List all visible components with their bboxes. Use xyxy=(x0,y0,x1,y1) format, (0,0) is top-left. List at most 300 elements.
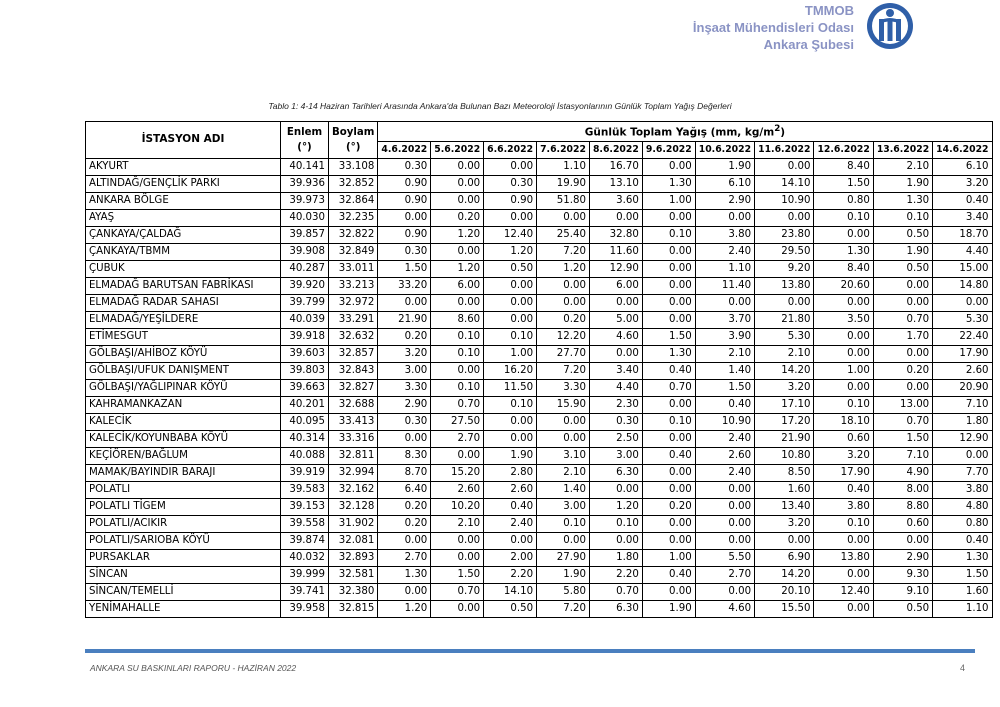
table-row xyxy=(86,277,993,294)
rainfall-cell: 16.70 xyxy=(589,158,642,175)
table-row xyxy=(86,345,993,362)
rainfall-cell: 14.20 xyxy=(755,362,814,379)
longitude-cell: 32.162 xyxy=(329,481,378,498)
rainfall-cell: 17.20 xyxy=(755,413,814,430)
rainfall-cell: 51.80 xyxy=(537,192,590,209)
rainfall-cell: 0.00 xyxy=(814,566,873,583)
rainfall-cell: 0.50 xyxy=(873,600,932,617)
longitude-label: Boylam xyxy=(332,126,375,138)
longitude-cell: 32.864 xyxy=(329,192,378,209)
rainfall-cell: 1.00 xyxy=(814,362,873,379)
rainfall-cell: 12.90 xyxy=(933,430,992,447)
table-row xyxy=(86,396,993,413)
station-name-cell: SİNCAN xyxy=(86,566,281,583)
table-row xyxy=(86,566,993,583)
rainfall-cell: 1.80 xyxy=(589,549,642,566)
rainfall-cell: 14.80 xyxy=(933,277,992,294)
rainfall-cell: 15.00 xyxy=(933,260,992,277)
rainfall-cell: 1.90 xyxy=(642,600,695,617)
rainfall-cell: 0.00 xyxy=(378,294,431,311)
station-name-cell: MAMAK/BAYINDIR BARAJI xyxy=(86,464,281,481)
rainfall-cell: 3.80 xyxy=(695,226,754,243)
table-row xyxy=(86,311,993,328)
latitude-cell: 39.663 xyxy=(281,379,329,396)
rainfall-cell: 2.90 xyxy=(873,549,932,566)
longitude-cell: 32.893 xyxy=(329,549,378,566)
rainfall-cell: 0.10 xyxy=(814,515,873,532)
table-row xyxy=(86,549,993,566)
rainfall-cell: 3.30 xyxy=(537,379,590,396)
rainfall-cell: 0.50 xyxy=(873,260,932,277)
latitude-cell: 39.803 xyxy=(281,362,329,379)
rainfall-cell: 22.40 xyxy=(933,328,992,345)
rainfall-cell: 2.60 xyxy=(431,481,484,498)
rainfall-cell: 3.90 xyxy=(695,328,754,345)
rainfall-cell: 13.80 xyxy=(814,549,873,566)
rainfall-cell: 0.00 xyxy=(378,583,431,600)
table-body xyxy=(86,158,993,617)
rainfall-cell: 0.00 xyxy=(589,345,642,362)
rainfall-cell: 0.00 xyxy=(755,294,814,311)
latitude-cell: 40.287 xyxy=(281,260,329,277)
rainfall-header-superscript: 2 xyxy=(774,124,781,134)
rainfall-cell: 0.00 xyxy=(431,362,484,379)
station-name-cell: GÖLBAŞI/AHİBOZ KÖYÜ xyxy=(86,345,281,362)
table-row xyxy=(86,294,993,311)
rainfall-cell: 8.30 xyxy=(378,447,431,464)
rainfall-cell: 0.40 xyxy=(642,362,695,379)
latitude-cell: 39.920 xyxy=(281,277,329,294)
date-column-header: 12.6.2022 xyxy=(814,141,873,158)
station-name-cell: YENİMAHALLE xyxy=(86,600,281,617)
rainfall-cell: 0.00 xyxy=(642,532,695,549)
station-name-cell: AKYURT xyxy=(86,158,281,175)
rainfall-cell: 0.50 xyxy=(484,260,537,277)
rainfall-cell: 0.20 xyxy=(642,498,695,515)
rainfall-cell: 0.00 xyxy=(431,243,484,260)
rainfall-cell: 5.30 xyxy=(933,311,992,328)
latitude-cell: 39.918 xyxy=(281,328,329,345)
rainfall-cell: 1.90 xyxy=(484,447,537,464)
rainfall-cell: 2.30 xyxy=(589,396,642,413)
rainfall-cell: 0.00 xyxy=(484,209,537,226)
latitude-cell: 40.088 xyxy=(281,447,329,464)
rainfall-cell: 0.90 xyxy=(484,192,537,209)
station-name-cell: KEÇİÖREN/BAĞLUM xyxy=(86,447,281,464)
rainfall-cell: 0.00 xyxy=(642,583,695,600)
table-row xyxy=(86,481,993,498)
rainfall-cell: 0.00 xyxy=(814,345,873,362)
latitude-cell: 39.583 xyxy=(281,481,329,498)
rainfall-cell: 0.00 xyxy=(484,430,537,447)
rainfall-cell: 6.30 xyxy=(589,464,642,481)
rainfall-table xyxy=(85,121,993,618)
rainfall-cell: 1.90 xyxy=(695,158,754,175)
table-row xyxy=(86,600,993,617)
rainfall-cell: 0.00 xyxy=(755,209,814,226)
rainfall-cell: 17.90 xyxy=(814,464,873,481)
rainfall-cell: 0.00 xyxy=(431,549,484,566)
rainfall-cell: 0.00 xyxy=(484,277,537,294)
rainfall-cell: 0.00 xyxy=(484,158,537,175)
rainfall-cell: 6.30 xyxy=(589,600,642,617)
rainfall-cell: 0.40 xyxy=(933,192,992,209)
station-name-cell: POLATLI/ACIKIR xyxy=(86,515,281,532)
rainfall-cell: 0.00 xyxy=(814,532,873,549)
footer-rule xyxy=(85,649,975,653)
longitude-cell: 32.827 xyxy=(329,379,378,396)
rainfall-cell: 0.00 xyxy=(484,311,537,328)
rainfall-cell: 9.10 xyxy=(873,583,932,600)
rainfall-cell: 1.20 xyxy=(378,600,431,617)
rainfall-cell: 13.40 xyxy=(755,498,814,515)
station-name-cell: ELMADAĞ RADAR SAHASI xyxy=(86,294,281,311)
station-name-cell: ETİMESGUT xyxy=(86,328,281,345)
table-row xyxy=(86,464,993,481)
date-column-header: 13.6.2022 xyxy=(873,141,932,158)
date-column-header: 7.6.2022 xyxy=(537,141,590,158)
rainfall-cell: 9.30 xyxy=(873,566,932,583)
rainfall-cell: 0.30 xyxy=(378,413,431,430)
rainfall-cell: 14.10 xyxy=(755,175,814,192)
date-column-header: 4.6.2022 xyxy=(378,141,431,158)
station-name-cell: ELMADAĞ/YEŞİLDERE xyxy=(86,311,281,328)
rainfall-cell: 27.50 xyxy=(431,413,484,430)
date-column-header: 6.6.2022 xyxy=(484,141,537,158)
station-name-cell: POLATLI xyxy=(86,481,281,498)
rainfall-cell: 13.10 xyxy=(589,175,642,192)
rainfall-cell: 27.70 xyxy=(537,345,590,362)
rainfall-cell: 3.50 xyxy=(814,311,873,328)
table-row xyxy=(86,413,993,430)
latitude-cell: 39.936 xyxy=(281,175,329,192)
rainfall-cell: 0.00 xyxy=(814,294,873,311)
rainfall-cell: 0.20 xyxy=(378,515,431,532)
rainfall-cell: 1.10 xyxy=(537,158,590,175)
rainfall-cell: 0.00 xyxy=(695,209,754,226)
rainfall-header-close: ) xyxy=(780,126,786,139)
rainfall-cell: 0.00 xyxy=(755,532,814,549)
rainfall-cell: 0.00 xyxy=(755,158,814,175)
rainfall-cell: 2.60 xyxy=(933,362,992,379)
rainfall-cell: 1.50 xyxy=(873,430,932,447)
longitude-cell: 33.011 xyxy=(329,260,378,277)
longitude-cell: 32.815 xyxy=(329,600,378,617)
station-name-cell: KALECİK xyxy=(86,413,281,430)
rainfall-cell: 2.20 xyxy=(484,566,537,583)
rainfall-cell: 1.20 xyxy=(484,243,537,260)
latitude-cell: 40.030 xyxy=(281,209,329,226)
rainfall-cell: 4.60 xyxy=(589,328,642,345)
rainfall-cell: 1.30 xyxy=(814,243,873,260)
rainfall-cell: 0.00 xyxy=(642,515,695,532)
rainfall-cell: 0.00 xyxy=(537,209,590,226)
rainfall-cell: 0.00 xyxy=(642,311,695,328)
rainfall-cell: 0.20 xyxy=(431,209,484,226)
rainfall-cell: 0.00 xyxy=(431,600,484,617)
rainfall-cell: 0.00 xyxy=(642,430,695,447)
date-column-header: 10.6.2022 xyxy=(695,141,754,158)
station-name-cell: AYAŞ xyxy=(86,209,281,226)
rainfall-cell: 8.80 xyxy=(873,498,932,515)
rainfall-cell: 2.60 xyxy=(484,481,537,498)
station-name-cell: ELMADAĞ BARUTSAN FABRİKASI xyxy=(86,277,281,294)
rainfall-cell: 2.20 xyxy=(589,566,642,583)
rainfall-cell: 11.50 xyxy=(484,379,537,396)
rainfall-cell: 3.20 xyxy=(378,345,431,362)
rainfall-cell: 0.60 xyxy=(814,430,873,447)
rainfall-cell: 2.80 xyxy=(484,464,537,481)
page-number: 4 xyxy=(960,663,966,673)
rainfall-cell: 12.90 xyxy=(589,260,642,277)
rainfall-cell: 3.20 xyxy=(933,175,992,192)
rainfall-cell: 0.00 xyxy=(484,294,537,311)
station-name-cell: ALTINDAĞ/GENÇLİK PARKI xyxy=(86,175,281,192)
latitude-cell: 39.799 xyxy=(281,294,329,311)
rainfall-cell: 0.20 xyxy=(378,328,431,345)
rainfall-cell: 0.00 xyxy=(589,532,642,549)
rainfall-cell: 11.40 xyxy=(695,277,754,294)
latitude-cell: 39.153 xyxy=(281,498,329,515)
rainfall-cell: 2.10 xyxy=(431,515,484,532)
table-row xyxy=(86,362,993,379)
rainfall-cell: 0.00 xyxy=(589,481,642,498)
table-row xyxy=(86,243,993,260)
rainfall-cell: 0.00 xyxy=(933,294,992,311)
rainfall-cell: 19.90 xyxy=(537,175,590,192)
rainfall-cell: 17.10 xyxy=(755,396,814,413)
rainfall-cell: 1.20 xyxy=(431,226,484,243)
rainfall-cell: 0.00 xyxy=(378,430,431,447)
rainfall-cell: 0.00 xyxy=(537,277,590,294)
rainfall-cell: 1.00 xyxy=(484,345,537,362)
rainfall-cell: 1.30 xyxy=(642,345,695,362)
rainfall-cell: 2.50 xyxy=(589,430,642,447)
longitude-cell: 32.581 xyxy=(329,566,378,583)
latitude-cell: 40.201 xyxy=(281,396,329,413)
rainfall-cell: 12.40 xyxy=(484,226,537,243)
rainfall-cell: 2.40 xyxy=(484,515,537,532)
rainfall-cell: 0.00 xyxy=(695,532,754,549)
rainfall-cell: 1.50 xyxy=(431,566,484,583)
rainfall-cell: 6.90 xyxy=(755,549,814,566)
latitude-cell: 39.958 xyxy=(281,600,329,617)
rainfall-cell: 3.40 xyxy=(589,362,642,379)
rainfall-cell: 7.70 xyxy=(933,464,992,481)
rainfall-cell: 6.10 xyxy=(695,175,754,192)
rainfall-cell: 8.70 xyxy=(378,464,431,481)
rainfall-cell: 0.00 xyxy=(589,294,642,311)
rainfall-cell: 0.60 xyxy=(873,515,932,532)
rainfall-cell: 9.20 xyxy=(755,260,814,277)
rainfall-cell: 2.40 xyxy=(695,243,754,260)
rainfall-cell: 4.90 xyxy=(873,464,932,481)
station-name-cell: GÖLBAŞI/UFUK DANIŞMENT xyxy=(86,362,281,379)
rainfall-cell: 2.10 xyxy=(695,345,754,362)
longitude-column-header xyxy=(329,122,378,159)
rainfall-cell: 1.50 xyxy=(695,379,754,396)
longitude-cell: 32.380 xyxy=(329,583,378,600)
org-header xyxy=(693,2,854,53)
rainfall-cell: 6.00 xyxy=(589,277,642,294)
rainfall-cell: 0.00 xyxy=(933,447,992,464)
station-name-cell: ANKARA BÖLGE xyxy=(86,192,281,209)
rainfall-cell: 3.10 xyxy=(537,447,590,464)
rainfall-cell: 1.30 xyxy=(933,549,992,566)
rainfall-cell: 0.00 xyxy=(537,430,590,447)
table-row xyxy=(86,515,993,532)
longitude-cell: 32.688 xyxy=(329,396,378,413)
rainfall-cell: 6.40 xyxy=(378,481,431,498)
rainfall-cell: 0.20 xyxy=(378,498,431,515)
rainfall-cell: 3.20 xyxy=(755,515,814,532)
rainfall-cell: 0.00 xyxy=(431,158,484,175)
rainfall-cell: 1.40 xyxy=(537,481,590,498)
rainfall-cell: 1.40 xyxy=(695,362,754,379)
rainfall-cell: 0.10 xyxy=(537,515,590,532)
rainfall-cell: 1.20 xyxy=(589,498,642,515)
rainfall-cell: 0.00 xyxy=(537,413,590,430)
rainfall-cell: 0.00 xyxy=(484,413,537,430)
rainfall-cell: 4.40 xyxy=(933,243,992,260)
station-name-cell: PURSAKLAR xyxy=(86,549,281,566)
longitude-cell: 32.811 xyxy=(329,447,378,464)
rainfall-cell: 0.00 xyxy=(814,600,873,617)
station-name-cell: KALECİK/KOYUNBABA KÖYÜ xyxy=(86,430,281,447)
rainfall-cell: 4.60 xyxy=(695,600,754,617)
rainfall-cell: 14.20 xyxy=(755,566,814,583)
rainfall-cell: 0.00 xyxy=(431,192,484,209)
rainfall-cell: 0.00 xyxy=(695,498,754,515)
rainfall-cell: 15.90 xyxy=(537,396,590,413)
rainfall-cell: 1.00 xyxy=(642,192,695,209)
rainfall-cell: 2.70 xyxy=(695,566,754,583)
rainfall-cell: 1.30 xyxy=(873,192,932,209)
rainfall-cell: 0.00 xyxy=(431,175,484,192)
longitude-unit: (°) xyxy=(345,141,361,153)
station-name-cell: ÇUBUK xyxy=(86,260,281,277)
date-column-header: 11.6.2022 xyxy=(755,141,814,158)
rainfall-cell: 6.10 xyxy=(933,158,992,175)
rainfall-cell: 7.20 xyxy=(537,600,590,617)
rainfall-cell: 2.70 xyxy=(378,549,431,566)
longitude-cell: 32.843 xyxy=(329,362,378,379)
latitude-cell: 39.919 xyxy=(281,464,329,481)
longitude-cell: 33.291 xyxy=(329,311,378,328)
rainfall-cell: 0.20 xyxy=(537,311,590,328)
date-column-header: 8.6.2022 xyxy=(589,141,642,158)
rainfall-cell: 15.20 xyxy=(431,464,484,481)
rainfall-cell: 0.30 xyxy=(589,413,642,430)
longitude-cell: 31.902 xyxy=(329,515,378,532)
rainfall-cell: 0.00 xyxy=(695,481,754,498)
rainfall-cell: 0.90 xyxy=(378,175,431,192)
table-row xyxy=(86,192,993,209)
rainfall-cell: 0.00 xyxy=(589,209,642,226)
longitude-cell: 32.822 xyxy=(329,226,378,243)
table-row xyxy=(86,447,993,464)
rainfall-cell: 0.00 xyxy=(642,243,695,260)
rainfall-cell: 1.20 xyxy=(431,260,484,277)
latitude-cell: 39.908 xyxy=(281,243,329,260)
latitude-unit: (°) xyxy=(297,141,312,153)
rainfall-cell: 1.50 xyxy=(814,175,873,192)
rainfall-cell: 0.80 xyxy=(933,515,992,532)
rainfall-cell: 3.00 xyxy=(378,362,431,379)
rainfall-cell: 18.70 xyxy=(933,226,992,243)
rainfall-cell: 1.30 xyxy=(378,566,431,583)
rainfall-cell: 11.60 xyxy=(589,243,642,260)
rainfall-cell: 8.50 xyxy=(755,464,814,481)
rainfall-cell: 0.00 xyxy=(378,532,431,549)
latitude-cell: 39.558 xyxy=(281,515,329,532)
rainfall-cell: 0.00 xyxy=(695,583,754,600)
table-row xyxy=(86,498,993,515)
rainfall-cell: 0.50 xyxy=(873,226,932,243)
rainfall-cell: 0.00 xyxy=(814,379,873,396)
rainfall-cell: 0.40 xyxy=(695,396,754,413)
rainfall-cell: 5.80 xyxy=(537,583,590,600)
rainfall-cell: 3.00 xyxy=(589,447,642,464)
table-row xyxy=(86,175,993,192)
rainfall-cell: 3.60 xyxy=(589,192,642,209)
rainfall-cell: 12.40 xyxy=(814,583,873,600)
rainfall-cell: 1.90 xyxy=(537,566,590,583)
org-name: TMMOB xyxy=(804,3,854,18)
station-name-cell: ÇANKAYA/ÇALDAĞ xyxy=(86,226,281,243)
latitude-label: Enlem xyxy=(286,126,323,138)
rainfall-cell: 0.40 xyxy=(642,566,695,583)
rainfall-cell: 13.00 xyxy=(873,396,932,413)
longitude-cell: 32.857 xyxy=(329,345,378,362)
rainfall-cell: 10.80 xyxy=(755,447,814,464)
rainfall-cell: 0.30 xyxy=(378,243,431,260)
rainfall-cell: 20.10 xyxy=(755,583,814,600)
imo-logo-icon xyxy=(866,2,914,50)
rainfall-cell: 0.40 xyxy=(814,481,873,498)
rainfall-cell: 33.20 xyxy=(378,277,431,294)
rainfall-cell: 0.70 xyxy=(431,583,484,600)
rainfall-cell: 21.80 xyxy=(755,311,814,328)
longitude-cell: 32.128 xyxy=(329,498,378,515)
table-row xyxy=(86,260,993,277)
table-row xyxy=(86,226,993,243)
rainfall-cell: 0.00 xyxy=(484,532,537,549)
rainfall-cell: 3.20 xyxy=(814,447,873,464)
rainfall-cell: 1.50 xyxy=(933,566,992,583)
latitude-column-header xyxy=(281,122,329,159)
rainfall-cell: 29.50 xyxy=(755,243,814,260)
rainfall-cell: 10.90 xyxy=(755,192,814,209)
rainfall-cell: 25.40 xyxy=(537,226,590,243)
rainfall-cell: 6.00 xyxy=(431,277,484,294)
latitude-cell: 40.032 xyxy=(281,549,329,566)
rainfall-cell: 0.00 xyxy=(537,532,590,549)
rainfall-cell: 0.10 xyxy=(814,396,873,413)
rainfall-cell: 0.00 xyxy=(378,209,431,226)
rainfall-cell: 3.30 xyxy=(378,379,431,396)
rainfall-cell: 3.20 xyxy=(755,379,814,396)
rainfall-cell: 0.30 xyxy=(378,158,431,175)
rainfall-cell: 2.10 xyxy=(537,464,590,481)
rainfall-cell: 27.90 xyxy=(537,549,590,566)
rainfall-cell: 8.00 xyxy=(873,481,932,498)
station-name-cell: POLATLI/SARIOBA KÖYÜ xyxy=(86,532,281,549)
station-name-cell: POLATLI TİGEM xyxy=(86,498,281,515)
latitude-cell: 39.874 xyxy=(281,532,329,549)
station-column-header: İSTASYON ADI xyxy=(86,122,281,159)
longitude-cell: 32.849 xyxy=(329,243,378,260)
